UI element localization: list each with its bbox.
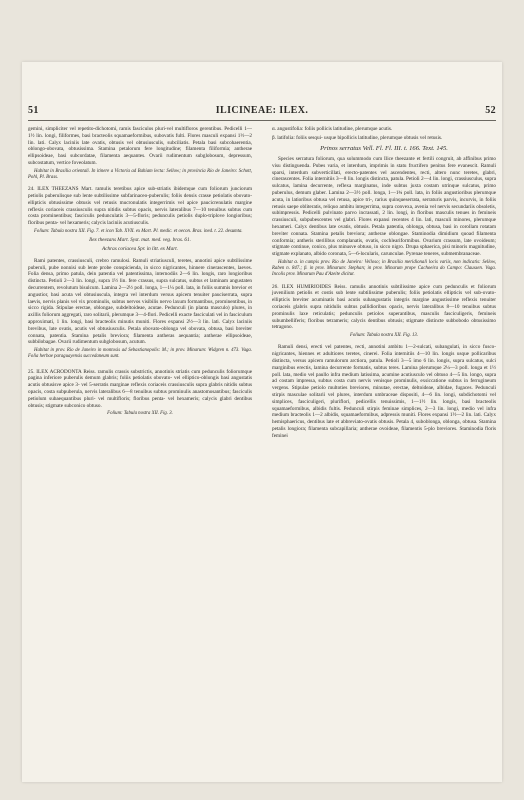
paragraph: Species serratura foliorum, qua solummodo cum Ilice theezante et fertili congruit, ab affinibus primo visu distinguenda. Pubes varia, et interdum, imprimis in statu fructifero penitus fere evanescit. Ramuli sparsi, interdum subverticillati, erecto-patentes vel ascendentes, recti, altero nunc teretes, glabri, cinerascentes. Folia internitiis 3—8 lin. longis distincta, patula. Petioli 2—4 lin. longi, crassiusculus, supra sulcatus, lamina decurrente, reflexa marginatus, inde subtus juxta costam utrinque sulcatus, primo puberulus, demum glaber. Lamina 2—3½ poll. longa, 1—1¾ poll. lata, in foliis angustioribus plerumque acuta, in latioribus obtusa vel retusa, apice tri-, rarius quinqueserrata, serraturis parvis, incurvis, in foliis retusis saepe obliteratis, reliquo ambitu integerrima, supra convexa, avenia vel nervis secundariis obsoletis, subimpressis. Pedicelli pulvinato parvo incrassati, 2 lin. longi, in floribus masculis tenues in femineis crassiusculi, subpubescentes vel glabri. Flores expansi recentes 4 lin. lati, masculi minores, plerumque hexameri. Calyx dentibus late ovatis, obtusis. Petala patentia, oblonga, obtusa, basi in corollam rotatam breviter connata. Stamina petalis breviora; antherae oblongae. Staminodia dimidium quoad filamenta conformia; antheris sterilibus complanatis, ovatis, cochleariformibus. Ovarium crassum, late ovoideum; stigmate continue, conico, plus minusve obtuso, in sicco nigro. Drupa sphaerica, pisi minoris magnitudine, stigmate explanato, albido coronata, 5—6-locularis, carunculae. Pyrenae teneres, submembranaceae. [272, 156, 496, 258]
paragraph: 26. ILEX HUMIRIOIDES Reiss. ramulis annotinis subtilissime apice cum pedunculis et foliorum juvenilium petiolis et costis sub lente subtilissime puberulis; foliis petiolatis ellipticis vel sub-ovato-ellipticis breviter acuminatis basi acutis subangustatis integris margine angustissime reflexis tenuiter coriaceis glabris supra nitidulis subtus pallidioribus opacis, nervis lateralibus 8—10 tenuibus subtus prominulis laxe reticulatis; pedunculis petiolos superantibus, masculis fasciculigeris, femineis subumbelliferis; floribus tetrameris; calycis dentibus obtusis; stigmate distincte subbobodo obtusissimo tetragono. [272, 283, 496, 331]
paragraph: 24. ILEX THEEZANS Mart. ramulis teretibus apice sub-striatis ibidemque cum foliorum junciorum petiolis puberulisque sub lente subtilissime subfarinaceo-puberulis; foliis densis crasse petiolatis obovato-ellipticis obtusissime obtusis vel retusis mucronulatis integerrimis vel apice paucicrenulatis margine reflexis coriaceis crassiusculis supra nitidis subtus opacis, nervis lateralibus 7—10 tenuibus subtus cum costa prominentibus; fasciculis pedunculatis 3—5-floris; pedunculis petiolis duplo-triplove longioribus; floribus penta- vel hexameris; calycis laciniis acutiusculis. [28, 186, 252, 227]
paragraph: Habitat in prov. Rio de Janeiro in montosis ad Sebastianopolis: M.; in prov. Minarum: Widgren n. 473. Vaga. Folia herbae paraguayensis succedaneum sunt. [28, 348, 252, 360]
paragraph: Habitat in Brasilia orientali. In itinere a Victoria ad Bahiam lecta: Sellow; in provincia Rio de Janeiro: Schott, Pohl, Pl. Brass. [28, 168, 252, 180]
paragraph: Prinos serratus Vell. Fl. Fl. III. t. 166. Text. 145. [320, 144, 448, 152]
paragraph: Rami patentes, crassiusculi, crebro ramulosi. Ramuli striatiusculi, teretes, annotini apice subtilissime puberuli, pube nonnisi sub lente probe conspicienda, in sicco nigricantes, hinnere cinerascentes, laeves. Folia densa, primo patula, dein patentia vel patentissima, internodiis 2—6 lin. longis, raro longioribus distincta. Petioli 2—3 lin. longi, supra 1½ lin. fere crassus, supra sulcatus, subtus et laminam angustaten decurrentem, revolutum bisulcum. Lamina 2—2½ poll. longa, 1—1¼ poll. lata, in foliis summis brevior et angustior, basi acuta vel obtusiuscula, integra vel interdum versus apicem tenuiter pauciserrata, supra laevis, nervis planis vel vix prominulis, subtus nervos visibilis nervo laxum formantibus, prominentibus, in sicco rigida. Stipulae erectae, oblongae, subdeltoideae, acutae. Pedunculi (in planta masculo) plures, in axillis foliorum aggregati, raro solitarii, plerumque 3—4-flori. Pedicelli exacte fasciculati vel in fasciculum approximati, 1 lin. longi, basi bracteolis minutis muniti. Flores expansi 2½—3 lin. lati. Calyx laciniis brevibus, late ovatis, acutis vel obtusiusculis. Petala obovato-oblonga vel obovata, obtusa, basi breviter connata, patentia. Stamina petalis breviora; filamenta antheras aequantia; antherae ellipsoideae, subbilobagae. Ovarii rudimentum subglobosum, acutum. [28, 257, 252, 346]
paragraph: Habitat α. in campis prov. Rio de Janeiro: Velloso; in Brasilia meridionali locis variis, non indicatis: Sellow, Raben n. 847.; β. in prov. Minarum: Stephan; in prov. Minarum prope Cachoeira do Campo: Claussen. Vaga. Incolis prov. Minarum Pau d'Azeite dicitur. [272, 259, 496, 278]
paragraph: Achras coriacea Spr. in litt. ex Mart. [102, 245, 178, 252]
right-text-column [272, 126, 496, 442]
paragraph: Folium: Tabula nostra XII. Fig. 3. [107, 411, 173, 417]
page-number-right: 52 [485, 105, 496, 116]
paragraph: 25. ILEX ACRODONTA Reiss. ramulis crassis substrictis, annotinis striatis cum pedunculis foliorumque pagina inferiore puberulis demum glabris; foliis petiolatis obovato- vel elliptico-oblongis basi angustatis acutis obtusisve apice 3- vel 5-serratis marginae reflexis coriaceis crassiusculis supra glabris nitidis subtus opacis, costa subpuberula, nervis lateralibus 6—8 tenuibus subtus prominulis anastomosantibus; fasciculis petiolum subaequantibus pluri- vel multifloris; floribus penta- vel hexameris; calycis glabri dentibus obtusis; stigmate subconico obtuso. [28, 368, 252, 409]
page-number-left: 51 [28, 105, 39, 116]
paragraph: β. latifolia: foliis sesqui- usque bipollicis latitudine, plerumque obtusis vel retusis. [272, 134, 443, 141]
header-rule [28, 120, 496, 121]
page-header [28, 105, 496, 119]
paragraph: Ilex theezans Mart. Syst. mat. med. veg. bras. 61. [89, 237, 191, 244]
running-title: ILICINEAE: ILEX. [215, 105, 309, 116]
paragraph: gemini, simpliciter vel repetito-dichotomi, ramis fasciculos pluri-vel multifloros gerentibus. Pedicelli 1—1½ lin. longi, filiformes, basi bracteolis squamaeformibus, subovatis fulti. Flores masculi expansi 1½—2 lin. lati. Calyx laciniis late ovatis, obtusis vel obtusiusculis, subciliatis. Petala basi subcohaerentia, oblongo-obovata, obtusissima. Stamina petalorum fere longitudine; filamenta filiformia; antherae ellipsoideae, basi subcordatae, filamenta aequantes. Ovarii rudimentum subglobosum, depressum, subcostatum, vertice foveolatum. [28, 126, 252, 166]
paragraph: Folium: Tabula nostra XII. Fig. 13. [349, 333, 419, 339]
paragraph: α. angustifolia: foliis pollicis latitudine, plerumque acutis. [272, 126, 393, 132]
paragraph: Folium: Tabula nostra XII. Fig. 7. et icon Tab. XVII. ex Mart. Pl. medic. et oecon. Bras. ined. t. 22. desumta. [34, 228, 243, 234]
paragraph: Ramuli densi, erecti vel patentes, recti, annotini ambitu 1—2-sulcati, subangulati, in sicco fusco-nigricantes, hiennes et adultiores teretes, cinerei. Folia internitiis 4—10 lin. longis usque pollicaribus distincta, versus apicem ramulorum arctiora, patula. Petioli 3—5 imo 6 lin. longis, supra sulcatus, sulci marginibus erectis, lamina decurrente formatis, subtus teres. Lamina plerumque 2¼—3 poll. longa et 1½ poll. lata, medio vel paullo infra medium latissima, acumine acutiusculo vel obtuso 4—5 lin. longo, supra ad costam impressa, subtus costa cum nervis venisque prominulis, exsiccatione subtus in ferrugineum vergens. Stipulae petiolo multoties breviores, minutae, erectae, deltoideae, albidae, fugaces. Pedunculi stirpis masculae solitarii vel plures, interdum umbraceae dispositi, 4—6 lin. longi, subdichotomi vel simplices, fasciculigeri, pluriflori, pedicellis tenuissimis, 1—1½ lin. longis, basi bracteolis squamaeformibus, albidis fultis. Pedunculi stirpis feminae simplices, 2—3 lin. longi, medio vel infra medium bracteolis 1—2 albidis, squamaeformibus, adpressis muniti. Flores expansi 1½—2 lin. lati. Calyx hemisphaericus, dentibus late et abbreviato-ovatis obtusis. Petala 4, suboblonga, oblonga, obtusa. Stamina petalis longiora; filamenta subcapillaria; antherae ovoideae, filamentis 5-plo breviores. Staminodia floris feminei [272, 344, 496, 439]
left-text-column [28, 126, 252, 420]
